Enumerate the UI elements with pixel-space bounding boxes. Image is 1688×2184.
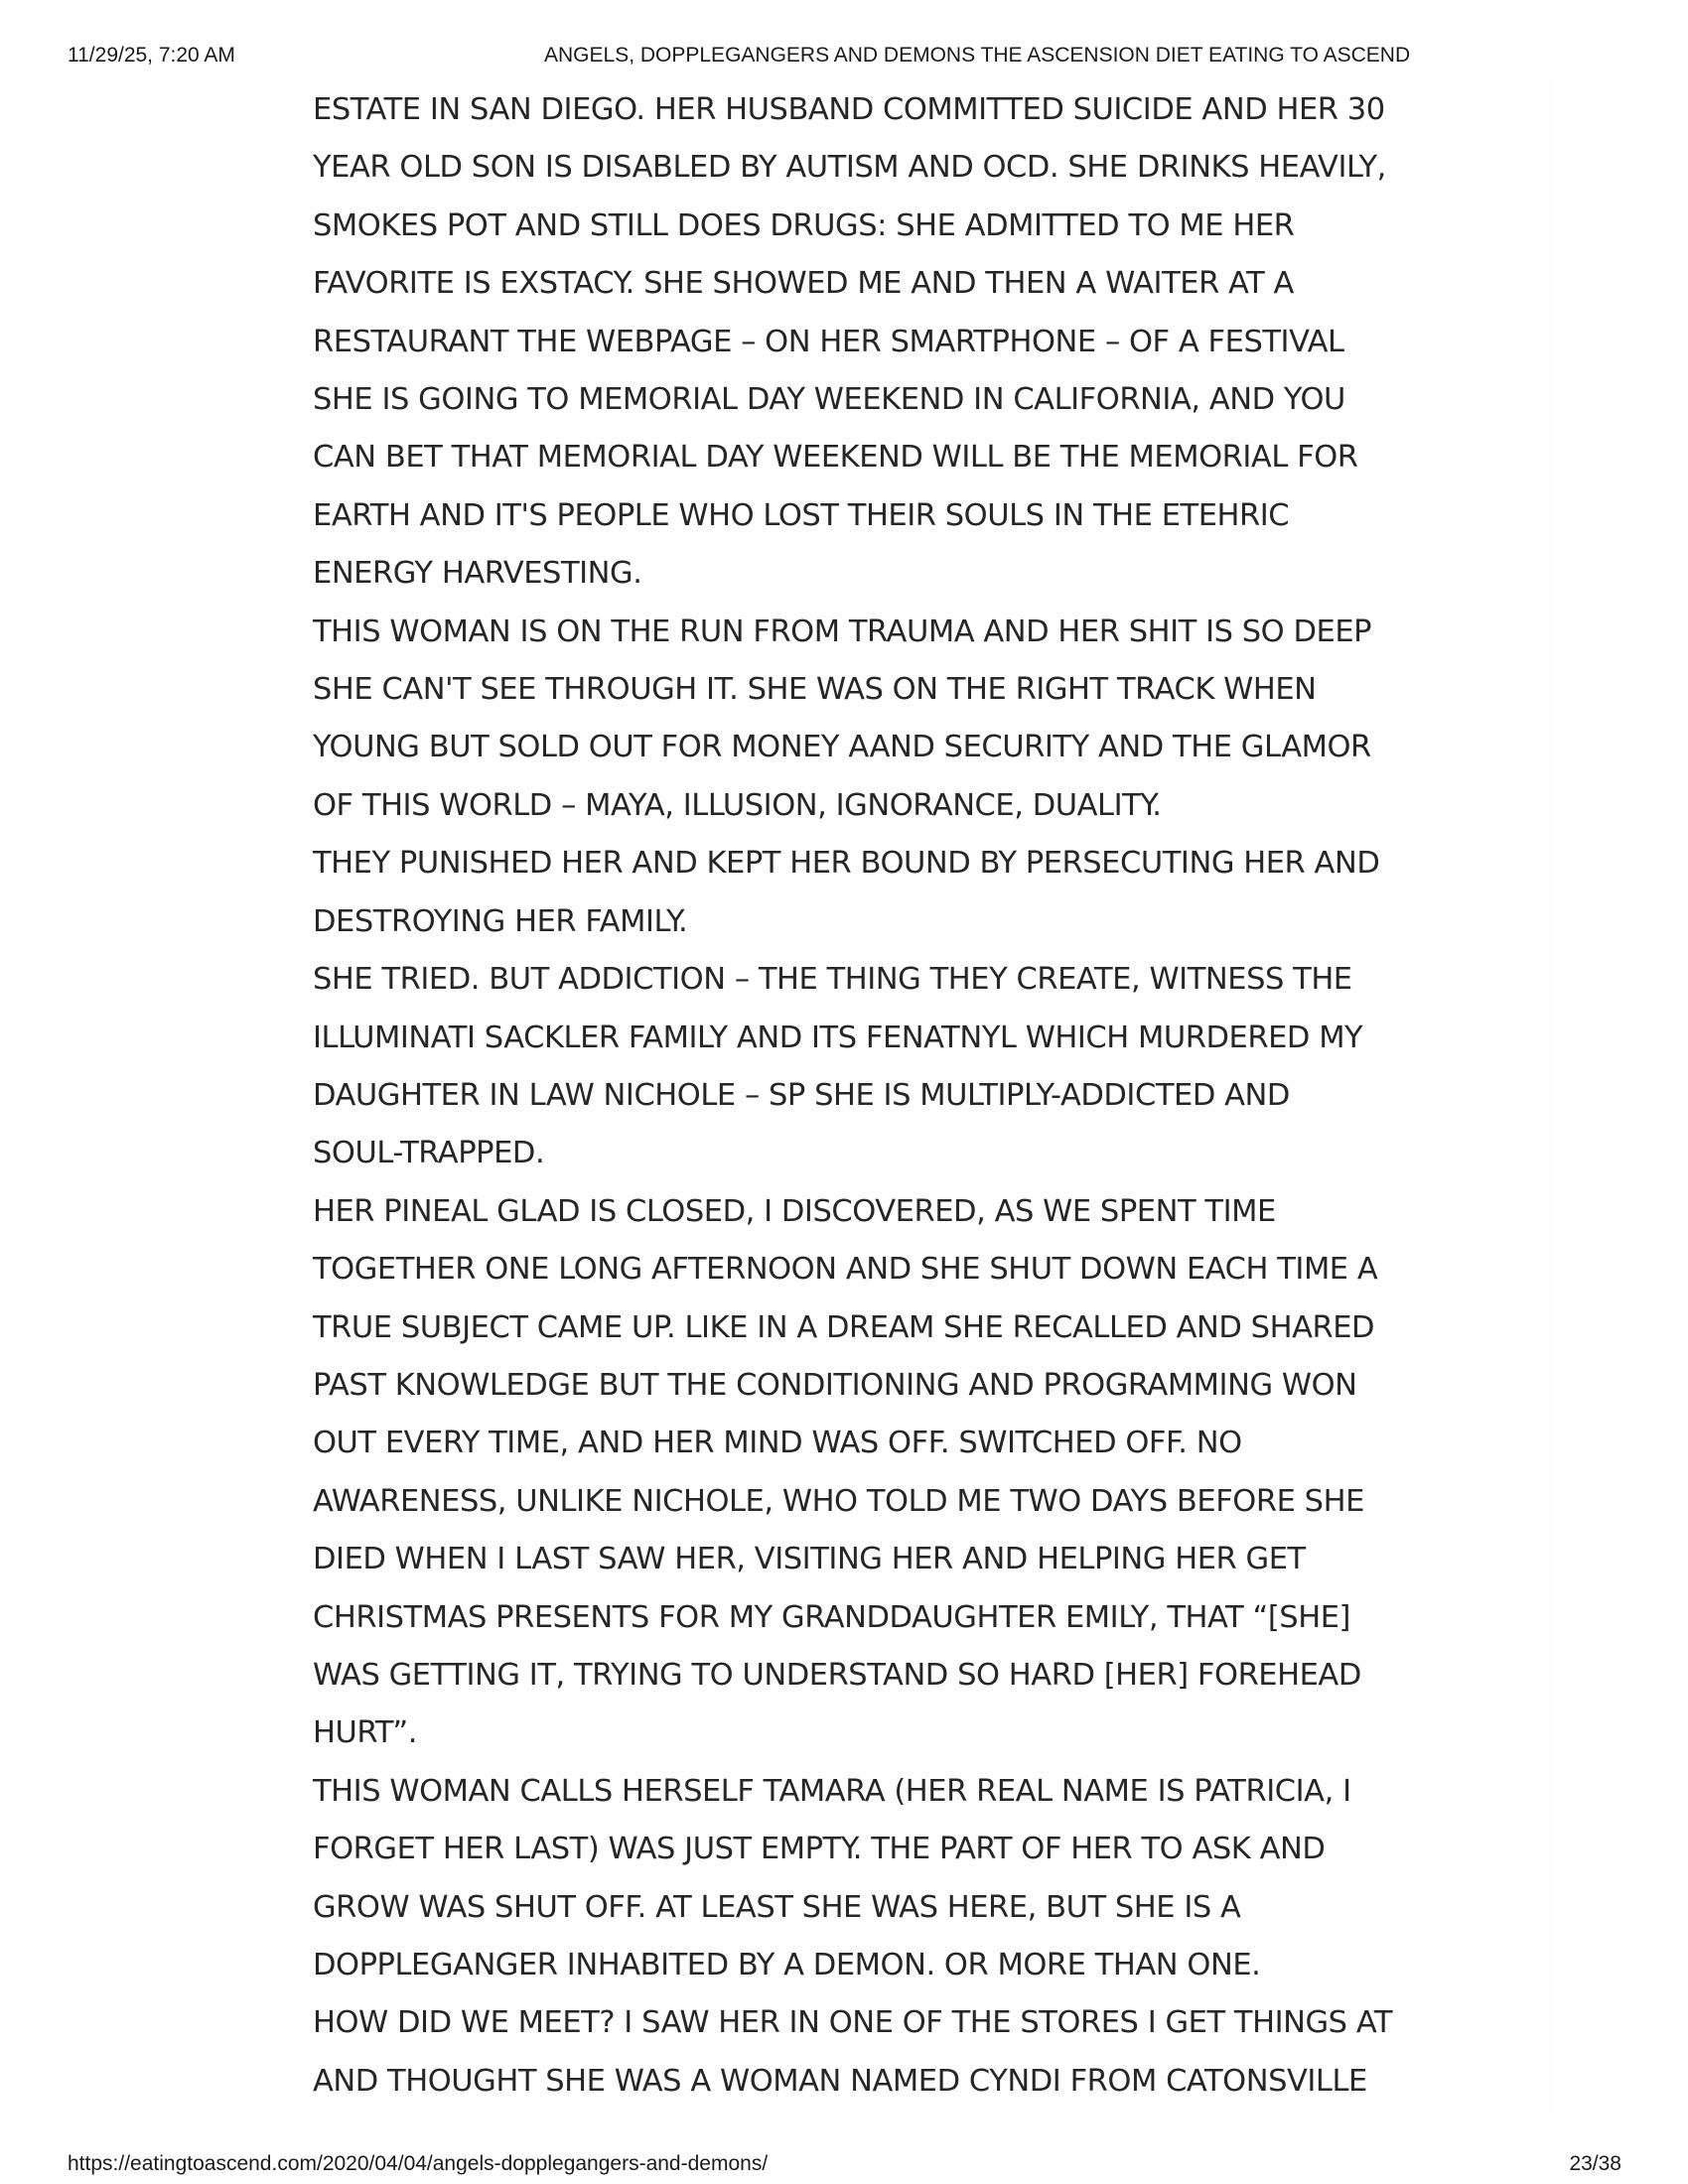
print-header: [0, 44, 1688, 69]
text-line: THIS WOMAN CALLS HERSELF TAMARA (HER REAL NAME IS PATRICIA, I: [313, 1773, 1351, 1809]
article-body: [313, 81, 1405, 2111]
text-line: GROW WAS SHUT OFF. AT LEAST SHE WAS HERE, BUT SHE IS A: [313, 1889, 1241, 1925]
text-line: OF THIS WORLD – MAYA, ILLUSION, IGNORANCE, DUALITY.: [313, 787, 1162, 823]
text-line: SHE TRIED. BUT ADDICTION – THE THING THEY CREATE, WITNESS THE: [313, 962, 1352, 998]
text-line: HER PINEAL GLAD IS CLOSED, I DISCOVERED, AS WE SPENT TIME: [313, 1193, 1276, 1229]
text-line: CAN BET THAT MEMORIAL DAY WEEKEND WILL BE THE MEMORIAL FOR: [313, 440, 1358, 476]
text-line: DOPPLEGANGER INHABITED BY A DEMON. OR MORE THAN ONE.: [313, 1948, 1261, 1982]
paragraph: [313, 1994, 1405, 2111]
text-line: DESTROYING HER FAMILY.: [313, 903, 688, 939]
text-line: HURT”.: [313, 1715, 417, 1751]
print-footer: [0, 2152, 1688, 2178]
text-line: THIS WOMAN IS ON THE RUN FROM TRAUMA AND HER SHIT IS SO DEEP: [313, 614, 1372, 649]
text-line: EARTH AND IT'S PEOPLE WHO LOST THEIR SOULS IN THE ETEHRIC: [313, 497, 1290, 533]
text-line: OUT EVERY TIME, AND HER MIND WAS OFF. SWITCHED OFF. NO: [313, 1426, 1242, 1461]
paragraph: [313, 1183, 1405, 1763]
text-line: YOUNG BUT SOLD OUT FOR MONEY AAND SECURITY AND THE GLAMOR: [313, 730, 1371, 765]
text-line: ENERGY HARVESTING.: [313, 556, 642, 592]
text-line: RESTAURANT THE WEBPAGE – ON HER SMARTPHONE – OF A FESTIVAL: [313, 324, 1344, 359]
paragraph: [313, 1763, 1405, 1995]
text-line: TRUE SUBJECT CAME UP. LIKE IN A DREAM SHE RECALLED AND SHARED: [313, 1309, 1375, 1345]
text-line: SHE CAN'T SEE THROUGH IT. SHE WAS ON THE RIGHT TRACK WHEN: [313, 672, 1317, 708]
text-line: PAST KNOWLEDGE BUT THE CONDITIONING AND PROGRAMMING WON: [313, 1367, 1357, 1403]
text-line: SMOKES POT AND STILL DOES DRUGS: SHE ADMITTED TO ME HER: [313, 207, 1295, 243]
text-line: SOUL-TRAPPED.: [313, 1136, 545, 1171]
text-line: DIED WHEN I LAST SAW HER, VISITING HER AND HELPING HER GET: [313, 1542, 1306, 1577]
text-line: YEAR OLD SON IS DISABLED BY AUTISM AND OCD. SHE DRINKS HEAVILY,: [313, 150, 1386, 186]
text-line: FORGET HER LAST) WAS JUST EMPTY. THE PART OF HER TO ASK AND: [313, 1832, 1326, 1867]
text-line: THEY PUNISHED HER AND KEPT HER BOUND BY PERSECUTING HER AND: [313, 846, 1380, 882]
print-page-title: ANGELS, DOPPLEGANGERS AND DEMONS THE ASCENSION DIET EATING TO ASCEND: [544, 44, 1411, 67]
page-url: https://eatingtoascend.com/2020/04/04/angels-dopplegangers-and-demons/: [68, 2152, 769, 2175]
paragraph: [313, 81, 1405, 604]
text-line: CHRISTMAS PRESENTS FOR MY GRANDDAUGHTER EMILY, THAT “[SHE]: [313, 1599, 1350, 1635]
text-line: DAUGHTER IN LAW NICHOLE – SP SHE IS MULTIPLY-ADDICTED AND: [313, 1077, 1290, 1113]
paragraph: [313, 835, 1405, 951]
text-line: WAS GETTING IT, TRYING TO UNDERSTAND SO HARD [HER] FOREHEAD: [313, 1657, 1361, 1693]
page-number: 23/38: [1569, 2152, 1621, 2175]
paragraph: [313, 951, 1405, 1183]
text-line: ESTATE IN SAN DIEGO. HER HUSBAND COMMITTED SUICIDE AND HER 30: [313, 92, 1385, 127]
paragraph: [313, 604, 1405, 836]
print-datetime: 11/29/25, 7:20 AM: [68, 44, 235, 67]
text-line: AND THOUGHT SHE WAS A WOMAN NAMED CYNDI FROM CATONSVILLE: [313, 2063, 1367, 2099]
text-line: FAVORITE IS EXSTACY. SHE SHOWED ME AND THEN A WAITER AT A: [313, 266, 1294, 302]
text-line: AWARENESS, UNLIKE NICHOLE, WHO TOLD ME TWO DAYS BEFORE SHE: [313, 1483, 1364, 1519]
text-line: TOGETHER ONE LONG AFTERNOON AND SHE SHUT DOWN EACH TIME A: [313, 1252, 1378, 1288]
text-line: ILLUMINATI SACKLER FAMILY AND ITS FENATNYL WHICH MURDERED MY: [313, 1020, 1363, 1055]
text-line: HOW DID WE MEET? I SAW HER IN ONE OF THE STORES I GET THINGS AT: [313, 2005, 1393, 2041]
text-line: SHE IS GOING TO MEMORIAL DAY WEEKEND IN CALIFORNIA, AND YOU: [313, 382, 1345, 418]
